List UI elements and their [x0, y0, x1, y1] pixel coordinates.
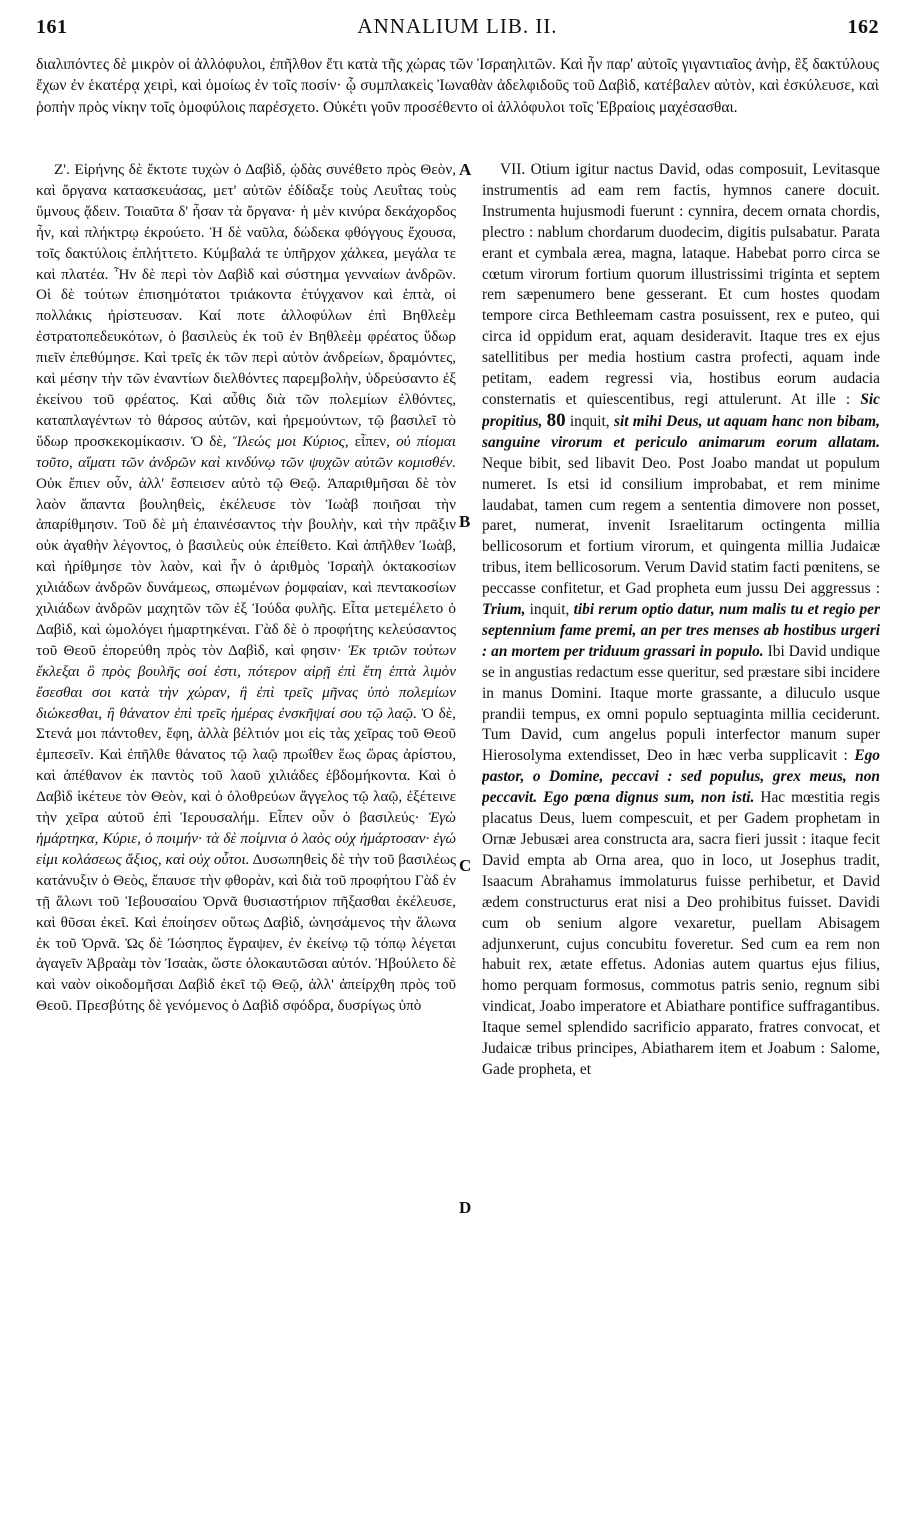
margin-marker-c: C	[459, 856, 472, 875]
greek-para-1: Ζ'. Εἰρήνης δὲ ἔκτοτε τυχὼν ὁ Δαβὶδ, ᾠδὰς συνέθετο πρὸς Θεὸν, καὶ ὄργανα κατασκευάσας, μετ' αὐτῶν ἐδίδαξε τοὺς Λευΐτας τοὺς ὕμνους ᾄδειν. Τοιαῦτα δ' ἦσαν τὰ ὄργανα· ἡ μὲν κινύρα δεκάχορδος ἦν, καὶ πλήκτρῳ ἐκρούετο. Ἡ δὲ ναῦλα, δώδεκα φθόγγους ἔχουσα, τοῖς δακτύλοις ἐπλήττετο. Κύμβαλά τε ὑπῆρχον χάλκεα, μεγάλα τε καὶ πλατέα. Ἦν δὲ περὶ τὸν Δαβὶδ καὶ σύστημα γενναίων ἀνδρῶν. Οἱ δὲ τούτων ἐπισημότατοι τριάκοντα ἐτύγχανον καὶ ἑπτὰ, οἱ πολλάκις ἠρίστευσαν. Καί ποτε ἀλλοφύλων ἐπὶ Βηθλεὲμ ἐστρατοπεδευκότων, ὁ βασιλεὺς ἐκ τοῦ ἐν Βηθλεὲμ φρέατος ὕδωρ πιεῖν ἐπεθύμησε. Καὶ τρεῖς ἐκ τῶν περὶ αὐτὸν ἀνδρείων, δραμόντες, καὶ μέσην τὴν τῶν ἐναντίων διελθόντες παρεμβολὴν, ὑδρεύσαντο ἐξ ἐκείνου τοῦ φρέατος. Καὶ αὖθις διὰ τῶν πολεμίων ἐλθόντες, καταπλαγέντων τὸ θάρσος αὐτῶν, καὶ ἠρεμούντων, τῷ βασιλεῖ τὸ ὕδωρ προσκεκομίκασιν. Ὁ δὲ,	[36, 161, 456, 450]
greek-quote-2: Ἐκ τριῶν τούτων ἔκλεξαι ὃ πρὸς βουλῆς σοί ἐστι, πότερον αἱρῇ ἐπὶ ἔτη ἑπτὰ λιμὸν ἔσεσθαι σοι κατὰ τὴν χώραν, ἢ ἐπὶ τρεῖς μῆνας ὑπὸ πολεμίων διώκεσθαι, ἢ θάνατον ἐπὶ τρεῖς ἡμέρας ἐνσκῆψαί σου τῷ λαῷ.	[36, 641, 456, 722]
intro-greek-paragraph: διαλιπόντες δὲ μικρὸν οἱ ἀλλόφυλοι, ἐπῆλθον ἔτι κατὰ τῆς χώρας τῶν Ἰσραηλιτῶν. Καὶ ἦν παρ' αὐτοῖς γιγαντιαῖος ἀνὴρ, ἓξ δακτύλους ἔχων ἐν ἑκατέρᾳ χειρὶ, καὶ ὁμοίως ἐν τοῖς ποσίν· ᾧ συμπλακεὶς Ἰωναθὰν ἀδελφιδοῦς τοῦ Δαβὶδ, κατέβαλεν αὐτὸν, καὶ ἐσκύλευσε, καὶ ῥοπὴν πρὸς νίκην τοῖς ὁμοφύλοις παρέσχετο. Οὐκέτι γοῦν προσέθεντο οἱ ἀλλόφυλοι τοῖς Ἑβραίοις μαχέσασθαι.	[36, 56, 879, 116]
margin-marker-d: D	[459, 1198, 472, 1217]
greek-text	[36, 160, 456, 1017]
latin-para-2: Neque bibit, sed libavit Deo. Post Joabo mandat ut populum numeret. Is etsi id consilium improbabat, et rem minime laudabat, tamen cum regem a sententia dimovere non posset, paret, numerat, invenit Israelitarum octingenta millia bellicosorum et fortium virorum, et quingenta millia Judaicæ tribus, item bellicosorum. Verum David statim facti pœnitens, se peccasse confitetur, et Gad propheta eum jussu Dei aggressus :	[482, 454, 880, 598]
greek-column	[36, 160, 456, 1532]
column-number: 80	[546, 409, 566, 431]
latin-para-3: Ibi David undique se in angustias redactum esse queritur, sed præstare sibi incidere in manus Domini. Itaque morte grassante, a diluculo usque prandii tempus, ex omni populo septuaginta millia ceciderunt. Tum David, cum angelus populi interfector manum super Hierosolyma extendisset, Deo in hæc verba supplicavit :	[482, 642, 880, 765]
latin-text	[482, 160, 880, 1081]
margin-marker-a: A	[459, 160, 472, 179]
greek-quote-3: Ἐγὼ ἡμάρτηκα, Κύριε, ὁ ποιμήν· τὰ δὲ ποίμνια ὁ λαὸς οὐχ ἡμάρτοσαν· ἐγώ εἰμι κολάσεως ἄξιος, καὶ οὐχ οὗτοι.	[36, 809, 456, 868]
running-title: ANNALIUM LIB. II.	[357, 14, 558, 38]
margin-marker-b: B	[459, 512, 471, 531]
greek-quote-1: Ἵλεώς μοι Κύριος,	[232, 432, 349, 450]
latin-quote-1b: sit mihi Deus, ut aquam hanc non bibam, sanguine virorum et periculo animarum eorum allatam.	[482, 412, 880, 451]
latin-para-2b: inquit,	[525, 601, 574, 619]
greek-para-2: Οὐκ ἔπιεν οὖν, ἀλλ' ἔσπεισεν αὐτὸ τῷ Θεῷ. Ἀπαριθμῆσαι δὲ τὸν λαὸν ἅπαντα βουληθεὶς, ἐκέλευσε τὸν Ἰωὰβ ποιῆσαι τὴν ἀπαρίθμησιν. Τοῦ δὲ μὴ ἐπαινέσαντος τὴν βουλὴν, καὶ τὴν πρᾶξιν οὐκ ἀγαθὴν λέγοντος, ὁ βασιλεὺς οὐκ ἐπείθετο. Καὶ ἀπῆλθεν Ἰωὰβ, καὶ ἠρίθμησε τὸν λαὸν, καὶ ἦν ὁ ἀριθμὸς Ἰσραὴλ ὀκτακοσίων χιλιάδων ἀνδρῶν δυνάμεως, σπωμένων ῥομφαίαν, καὶ πεντακοσίων χιλιάδων ἀνδρῶν μαχητῶν τῶν ἐξ Ἰούδα φυλῆς. Εἶτα μετεμέλετο ὁ Δαβὶδ, καὶ ὡμολόγει ἡμαρτηκέναι. Γὰδ δὲ ὁ προφήτης κελεύσαντος τοῦ Θεοῦ ἐπορεύθη πρὸς τὸν Δαβὶδ, καὶ φησιν·	[36, 474, 456, 659]
page-number-left: 161	[36, 16, 68, 38]
running-header	[36, 14, 879, 44]
latin-para-1b: inquit,	[565, 412, 614, 430]
latin-para-1: VII. Otium igitur nactus David, odas composuit, Levitasque instrumentis ad eam rem factis, hymnos canere docuit. Instrumenta hujusmodi fuerunt : cynnira, decem ornata chordis, plectro : nablum chordarum duodecim, digitis pulsabatur. Parata erant et cymbala ærea, magna, lataque. Habebat porro circa se cœtum virorum fortium quorum illustrissimi triginta et septem rem sæpenumero bene gesserant. Et cum hostes quodam tempore circa Bethleemam castra posuissent, rex e puteo, qui circa id oppidum erat, aquam desideravit. Itaque tres ex ejus satellitibus per media hostium castra profecti, aquam inde petitam, eadem regressi via, hostibus eorum audacia consternatis et quiescentibus, regi attulerunt. At ille :	[482, 161, 880, 408]
latin-para-4: Hac mœstitia regis placatus Deus, luem compescuit, et per Gadem prophetam in Ornæ Jebusæi area constructa ara, sacra fieri jussit : itaque fecit David empta ab Orna area, quo in loco, ut Josephus tradit, Isaacum Abrahamus immolaturus fuisse perhibetur, et David ædem constructurus erat nisi a Deo prohibitus fuisset. Davidi cum ob senium algore vexaretur, puellam Abisagem adjunxerunt, cujus concubitu foveretur. Sed cum ea rem non habuit rex, ætate effetus. Adonias autem quartus ejus filius, homo perquam formosus, commotus patris senio, regnum sibi vindicat, Joabo imperatore et Abiathare pontifice suffragantibus. Itaque semel splendido sacrificio apparato, fratres convocat, et Judaicæ tribus principes, Abiatharem item et Joabum : Salome, Gade propheta, et	[482, 789, 880, 1078]
greek-para-1b: εἶπεν,	[348, 432, 397, 450]
latin-quote-2a: Trium,	[482, 601, 526, 619]
latin-quote-2b: tibi rerum optio datur, num malis tu et regio per septennium fame premi, an per tres menses ab hostibus urgeri : an mortem per triduum grassari in populo.	[482, 601, 880, 660]
greek-quote-1b: οὐ πίομαι τοῦτο, αἵματι τῶν ἀνδρῶν καὶ κινδύνῳ τῶν ψυχῶν αὐτῶν κομισθέν.	[36, 432, 456, 471]
latin-column	[482, 160, 880, 1532]
latin-quote-3: Ego pastor, o Domine, peccavi : sed populus, grex meus, non peccavit. Ego pœna dignus sum, non isti.	[482, 747, 880, 807]
page-number-right: 162	[847, 16, 879, 38]
greek-para-3: Ὁ δὲ, Στενά μοι πάντοθεν, ἔφη, ἀλλὰ βέλτιόν μοι εἰς τὰς χεῖρας τοῦ Θεοῦ ἐμπεσεῖν. Καὶ ἐπῆλθε θάνατος τῷ λαῷ πρωΐθεν ἕως ὥρας ἀρίστου, καὶ ἀπέθανον ἐκ παντὸς τοῦ λαοῦ χιλιάδες ἑβδομήκοντα. Καὶ ὁ Δαβὶδ ἱκέτευε τὸν Θεὸν, καὶ ὁ ὀλοθρεύων ἄγγελος τῷ λαῷ, ἐξέτεινε τὴν χεῖρα αὐτοῦ ἐπὶ Ἱερουσαλήμ. Εἶπεν οὖν ὁ βασιλεύς·	[36, 704, 456, 827]
latin-quote-1: Sic propitius,	[482, 390, 880, 430]
greek-para-4: Δυσωπηθεὶς δὲ τὴν τοῦ βασιλέως κατάνυξιν ὁ Θεὸς, ἔπαυσε τὴν φθορὰν, καὶ διὰ τοῦ προφήτου Γὰδ ἐν τῇ ἅλωνι τοῦ Ἰεβουσαίου Ὀρνᾶ θυσιαστήριον πῆξασθαι ἐκέλευσε, καὶ θῦσαι ἐκεῖ. Καὶ ἐποίησεν οὕτως Δαβὶδ, ὠνησάμενος τὴν ἅλωνα ἐκ τοῦ Ὀρνᾶ. Ὡς δὲ Ἰώσηπος ἔγραψεν, ἐν ἐκείνῳ τῷ τόπῳ λέγεται ἀγαγεῖν Ἀβραὰμ τὸν Ἰσαὰκ, ὥστε ὁλοκαυτῶσαι αὐτόν. Ἠβούλετο δὲ καὶ ναὸν οἰκοδομῆσαι Δαβὶδ ἐκεῖ τῷ Θεῷ, ἀλλ' ἀπείρχθη πρὸς τοῦ Θεοῦ. Πρεσβύτης δὲ γενόμενος ὁ Δαβὶδ σφόδρα, δυσρίγως ὑπὸ	[36, 850, 456, 1015]
